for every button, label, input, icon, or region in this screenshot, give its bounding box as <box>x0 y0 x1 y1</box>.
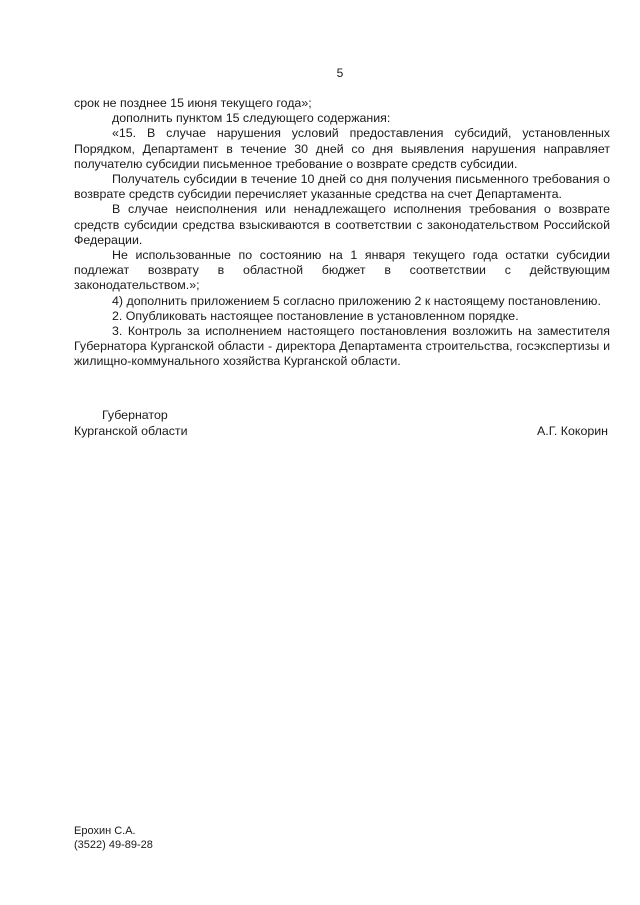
paragraph-1: срок не позднее 15 июня текущего года»; <box>74 96 312 110</box>
paragraph-2: дополнить пунктом 15 следующего содержания: <box>112 111 391 126</box>
signature-title <box>74 408 188 439</box>
paragraph-7: 4) дополнить приложением 5 согласно приложению 2 к настоящему постановлению. <box>112 293 601 308</box>
executor-name: Ерохин С.А. <box>74 825 136 837</box>
paragraph-9: 3. Контроль за исполнением настоящего постановления возложить на заместителя Губернатора Курганской области - директора Департамента строительства, госэкспертизы и жилищно-коммунального хозяйства Курганской области. <box>74 324 610 369</box>
signature-name: А.Г. Кокорин <box>536 424 608 438</box>
signature-title-line1: Губернатор <box>102 408 168 422</box>
signature-title-line2: Курганской области <box>74 423 188 438</box>
document-body <box>74 96 610 370</box>
paragraph-5: В случае неисполнения или ненадлежащего исполнения требования о возврате средств субсидии средства взыскиваются в соответствии с законодательством Российской Федерации. <box>74 202 610 247</box>
executor-phone: (3522) 49-89-28 <box>74 839 153 851</box>
paragraph-6: Не использованные по состоянию на 1 января текущего года остатки субсидии подлежат возврату в областной бюджет в соответствии с действующим законодательством.»; <box>74 248 610 293</box>
executor-block <box>74 824 153 852</box>
paragraph-8: 2. Опубликовать настоящее постановление в установленном порядке. <box>112 308 519 323</box>
paragraph-3: «15. В случае нарушения условий предоставления субсидий, установленных Порядком, Департамент в течение 30 дней со дня выявления нарушения направляет получателю субсидии письменное требование о возврате средств субсидии. <box>74 126 610 171</box>
paragraph-4: Получатель субсидии в течение 10 дней со дня получения письменного требования о возврате средств субсидии перечисляет указанные средства на счет Департамента. <box>74 172 610 202</box>
page-number: 5 <box>336 66 344 80</box>
